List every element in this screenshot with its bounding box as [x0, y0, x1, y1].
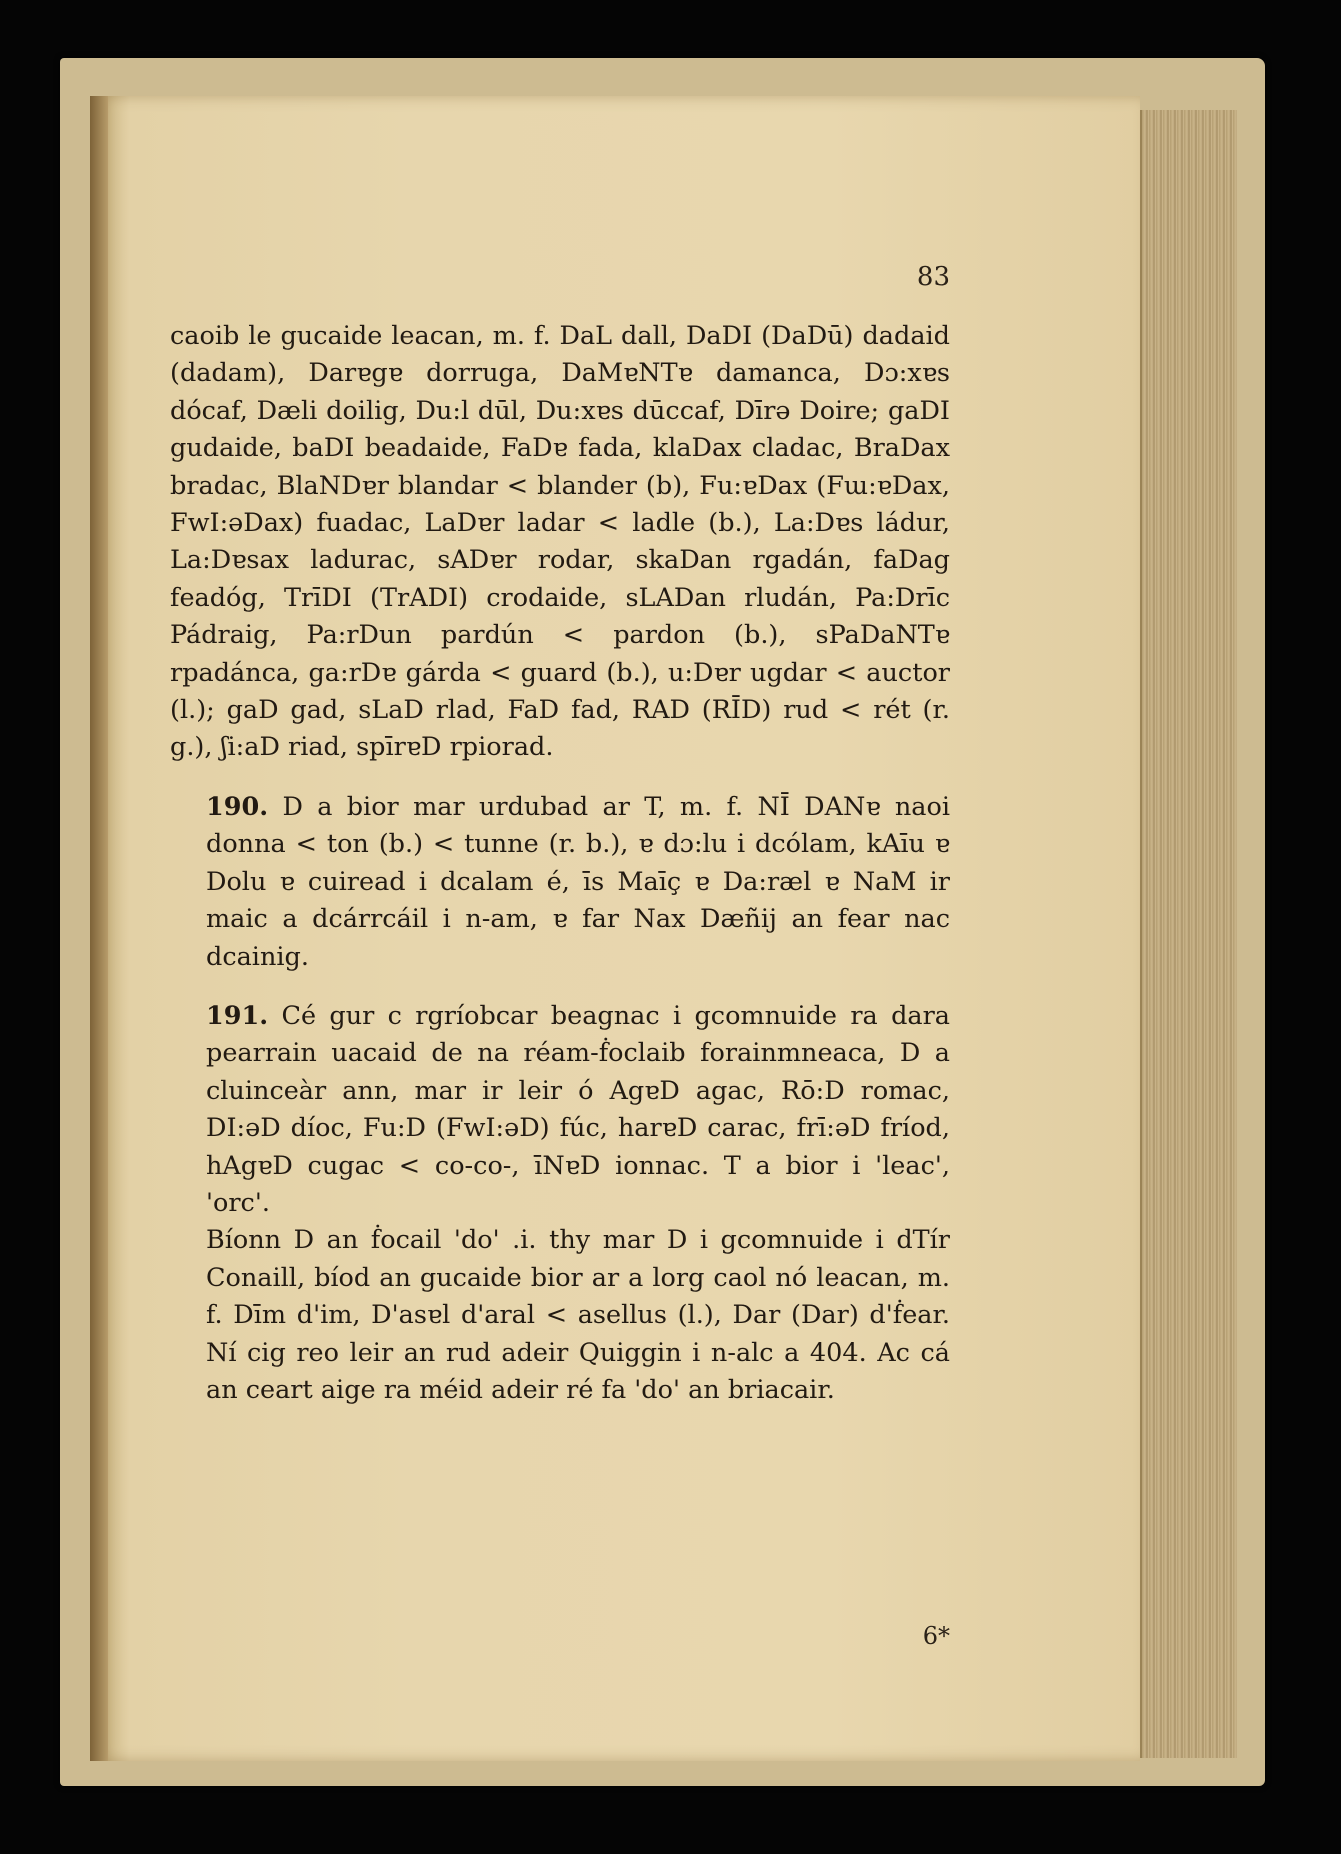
paragraph-190: [170, 789, 950, 976]
paragraph-text: Cé gur c rgríobcar beagnac i gcomnuide ra dara pearrain uacaid de na réam-ḟoclaib forainmneaca, D a cluinceàr ann, mar ir leir ó AgɐD agac, Rō:D romac, DI:əD díoc, Fu:D (FwI:əD) fúc, harɐD carac, frī:əD fríod, hAgɐD cugac < co-co-, īNɐD ionnac. T a bior i 'leac', 'orc'.: [206, 1000, 951, 1218]
paragraph-do: [170, 1222, 950, 1409]
paragraph-text: caoib le gucaide leacan, m. f. DaL dall, DaDI (DaDū) dadaid (dadam), Darɐgɐ dorruga, DaMɐNTɐ damanca, Dɔ:xɐs dócaf, Dæli doilig, Du:l dūl, Du:xɐs dūccaf, Dīrə Doire; gaDI gudaide, baDI beadaide, FaDɐ fada, klaDax cladac, BraDax bradac, BlaNDɐr blandar < blander (b), Fu:ɐDax (Fɯ:ɐDax, FwI:əDax) fuadac, LaDɐr ladar < ladle (b.), La:Dɐs ládur, La:Dɐsax ladurac, sADɐr rodar, skaDan rgadán, faDag feadóg, TrīDI (TrADI) crodaide, sLADan rludán, Pa:Drīc Pádraig, Pa:rDun pardún < pardon (b.), sPaDaNTɐ rpadánca, ga:rDɐ gárda < guard (b.), u:Dɐr ugdar < auctor (l.); gaD gad, sLaD rlad, FaD fad, RAD (RĪD) rud < rét (r. g.), ʃi:aD riad, spīrɐD rpiorad.: [170, 321, 950, 763]
page-number: 83: [916, 262, 950, 292]
signature-mark: 6*: [922, 1622, 950, 1650]
paragraph-191: [170, 998, 950, 1222]
paragraph-number: 190.: [206, 791, 269, 822]
paragraph-text: Bíonn D an ḟocail 'do' .i. thy mar D i gcomnuide i dTír Conaill, bíod an gucaide bior ar a lorg caol nó leacan, m. f. Dīm d'im, D'asɐl d'aral < asellus (l.), Dar (Dar) d'ḟear. Ní cig reo leir an rud adeir Quiggin i n-alc a 404. Ac cá an ceart aige ra méid adeir ré fa 'do' an briacair.: [206, 1225, 950, 1405]
paragraph-intro: [170, 318, 950, 767]
book-gutter: [90, 96, 108, 1761]
paragraph-text: D a bior mar urdubad ar T, m. f. NĪ DANɐ naoi donna < ton (b.) < tunne (r. b.), ɐ dɔ:lu i dcólam, kAīu ɐ Dolu ɐ cuiread i dcalam é, īs Maīç ɐ Da:ræl ɐ NaM ir maic a dcárrcáil i n-am, ɐ far Nax Dæñij an fear nac dcainig.: [206, 791, 950, 972]
page-text: [170, 318, 950, 1409]
paragraph-number: 191.: [206, 1000, 269, 1031]
page-edges: [1140, 110, 1237, 1758]
